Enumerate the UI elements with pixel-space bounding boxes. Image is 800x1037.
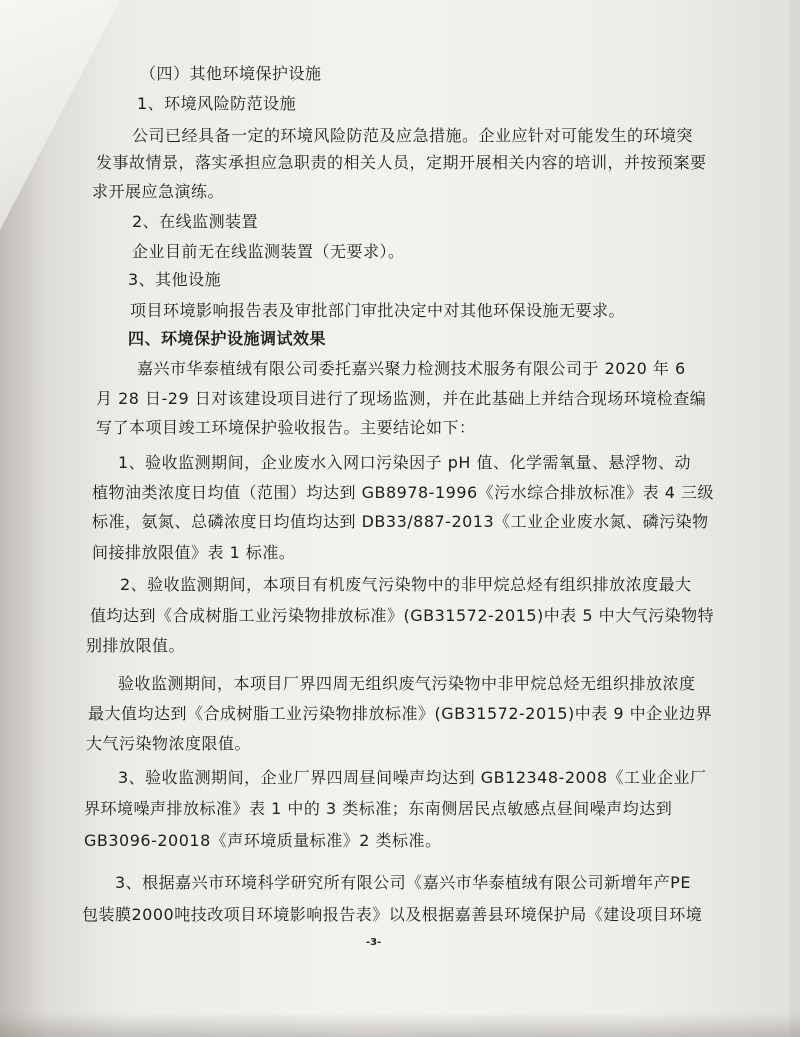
paragraph-line: 大气污染物浓度限值。: [86, 734, 252, 753]
section-heading: 四、环境保护设施调试效果: [128, 329, 327, 348]
subsection-heading: 3、其他设施: [128, 270, 222, 289]
paragraph-line: 包装膜2000吨技改项目环境影响报告表》以及根据嘉善县环境保护局《建设项目环境: [82, 905, 703, 924]
paragraph-line: 界环境噪声排放标准》表 1 中的 3 类标准；东南侧居民点敏感点昼间噪声均达到: [84, 799, 673, 818]
section-heading: （四）其他环境保护设施: [140, 64, 322, 83]
paragraph-line: 植物油类浓度日均值（范围）均达到 GB8978-1996《污水综合排放标准》表 4 三级: [92, 483, 715, 502]
paragraph-line: 求开展应急演练。: [92, 182, 225, 201]
paragraph-line: 公司已经具备一定的环境风险防范及应急措施。企业应针对可能发生的环境突: [132, 126, 694, 145]
paragraph-line: 间接排放限值》表 1 标准。: [92, 543, 296, 562]
page-shadow-bottom: [0, 1012, 800, 1037]
paragraph-line: 项目环境影响报告表及审批部门审批决定中对其他环保设施无要求。: [130, 301, 626, 320]
subsection-heading: 2、在线监测装置: [132, 212, 259, 231]
paragraph-line: 2、验收监测期间，本项目有机废气污染物中的非甲烷总烃有组织排放浓度最大: [120, 575, 692, 594]
paragraph-line: 3、根据嘉兴市环境科学研究所有限公司《嘉兴市华泰植绒有限公司新增年产PE: [115, 873, 691, 892]
paragraph-line: GB3096-20018《声环境质量标准》2 类标准。: [84, 831, 442, 850]
paragraph-line: 别排放限值。: [86, 636, 186, 655]
paragraph-line: 月 28 日-29 日对该建设项目进行了现场监测，并在此基础上并结合现场环境检查编: [96, 389, 707, 408]
paragraph-line: 标准，氨氮、总磷浓度日均值均达到 DB33/887-2013《工业企业废水氮、磷污染物: [92, 512, 709, 531]
paragraph-line: 验收监测期间，本项目厂界四周无组织废气污染物中非甲烷总烃无组织排放浓度: [118, 674, 696, 693]
paragraph-line: 发事故情景，落实承担应急职责的相关人员，定期开展相关内容的培训，并按预案要: [96, 153, 707, 172]
paragraph-line: 企业目前无在线监测装置（无要求）。: [132, 242, 405, 261]
paragraph-line: 嘉兴市华泰植绒有限公司委托嘉兴聚力检测技术服务有限公司于 2020 年 6: [137, 359, 686, 378]
paragraph-line: 写了本项目竣工环境保护验收报告。主要结论如下：: [96, 418, 476, 437]
paragraph-line: 值均达到《合成树脂工业污染物排放标准》(GB31572-2015)中表 5 中大气污染物特: [90, 606, 715, 625]
paragraph-line: 3、验收监测期间，企业厂界四周昼间噪声均达到 GB12348-2008《工业企业厂: [118, 768, 707, 787]
paragraph-line: 1、验收监测期间，企业废水入网口污染因子 pH 值、化学需氧量、悬浮物、动: [118, 453, 692, 472]
subsection-heading: 1、环境风险防范设施: [137, 94, 297, 113]
paragraph-line: 最大值均达到《合成树脂工业污染物排放标准》(GB31572-2015)中表 9 中企业边界: [88, 704, 713, 723]
page-number: -3-: [366, 937, 382, 948]
